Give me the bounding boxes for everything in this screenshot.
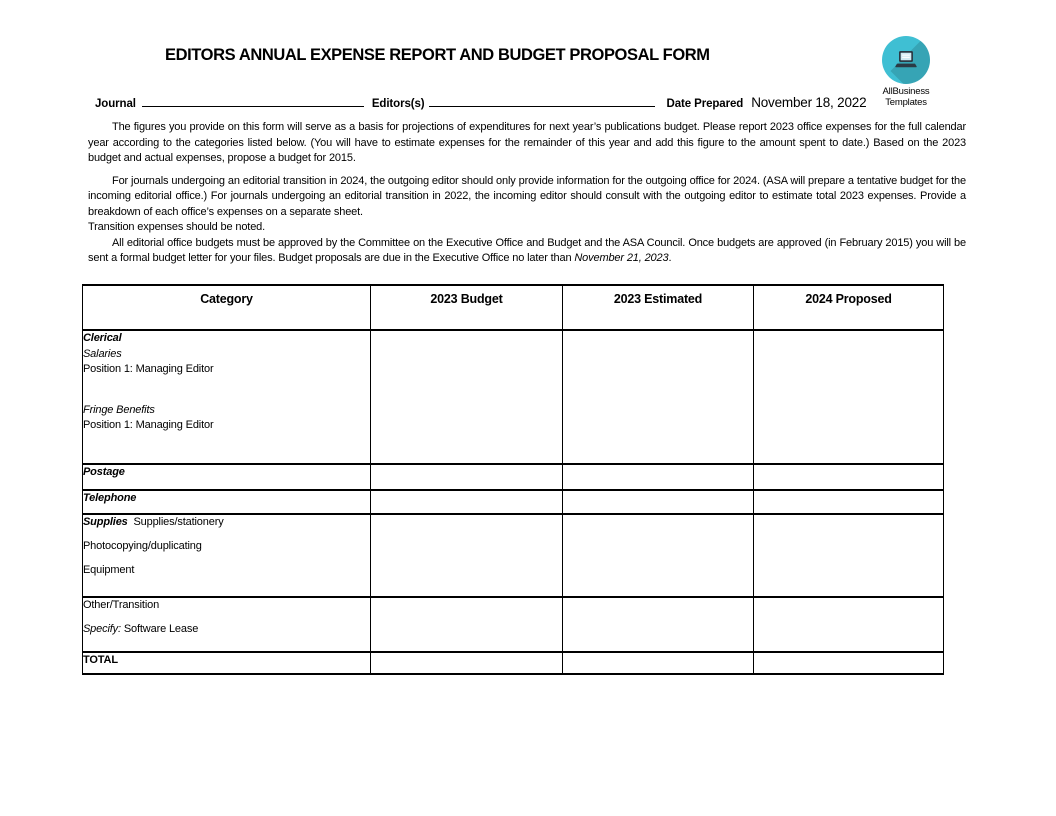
telephone-category-cell — [83, 490, 371, 514]
journal-blank-field[interactable] — [142, 94, 364, 107]
editors-label: Editors(s) — [371, 98, 425, 110]
clerical-fringe-label: Fringe Benefits — [83, 403, 155, 416]
spacer — [83, 378, 370, 403]
other-2023-estimated-cell[interactable] — [563, 597, 754, 652]
supplies-item-equipment: Equipment — [83, 564, 135, 576]
other-specify-label: Specify: — [83, 623, 121, 635]
telephone-2024-proposed-cell[interactable] — [754, 490, 944, 514]
supplies-title: Supplies — [83, 516, 128, 528]
postage-title: Postage — [83, 466, 125, 478]
clerical-2024-proposed-cell[interactable] — [754, 330, 944, 464]
other-title: Other/Transition — [83, 599, 160, 611]
clerical-fringe-position: Position 1: Managing Editor — [83, 419, 214, 431]
telephone-title: Telephone — [83, 492, 137, 504]
postage-category-cell — [83, 464, 371, 490]
page-title: EDITORS ANNUAL EXPENSE REPORT AND BUDGET PROPOSAL FORM — [165, 46, 710, 64]
instructions-paragraph-4 — [88, 236, 966, 267]
clerical-salaries-label: Salaries — [83, 347, 122, 360]
supplies-2023-budget-cell[interactable] — [371, 514, 563, 597]
table-header-row — [83, 285, 944, 330]
postage-2024-proposed-cell[interactable] — [754, 464, 944, 490]
logo-circle — [882, 36, 930, 84]
table-row-clerical — [83, 330, 944, 464]
journal-label: Journal — [95, 98, 136, 110]
date-prepared-label: Date Prepared — [666, 98, 744, 110]
telephone-2023-budget-cell[interactable] — [371, 490, 563, 514]
other-category-cell — [83, 597, 371, 652]
editors-blank-field[interactable] — [429, 94, 655, 107]
table-row-telephone — [83, 490, 944, 514]
instructions-paragraph-3: Transition expenses should be noted. — [88, 221, 266, 233]
clerical-2023-budget-cell[interactable] — [371, 330, 563, 464]
other-specify-value: Software Lease — [123, 623, 199, 635]
paragraph-4-period: . — [668, 252, 672, 264]
clerical-category-cell — [83, 330, 371, 464]
postage-2023-estimated-cell[interactable] — [563, 464, 754, 490]
instructions-block — [88, 120, 966, 267]
clerical-title: Clerical — [83, 332, 122, 344]
supplies-item-stationery: Supplies/stationery — [133, 516, 224, 528]
instructions-paragraph-2: For journals undergoing an editorial transition in 2024, the outgoing editor should only provide information for the outgoing office for 2024. (ASA will prepare a tentative budget for the incoming editorial office.) For journals undergoing an editorial transition in 2022, the incoming editor should consult with the outgoing editor to estimate total 2023 expenses. Provide a breakdown of each office’s expenses on a separate sheet. — [88, 174, 966, 218]
total-2024-proposed-cell[interactable] — [754, 652, 944, 674]
paragraph-4-text: All editorial office budgets must be approved by the Committee on the Executive Office and Budget and the ASA Council. Once budgets are approved (in February 2015) you will be sent a formal budget letter for your files. Budget proposals are due in the Executive Office no later than — [88, 236, 966, 264]
laptop-icon — [892, 48, 920, 72]
other-2024-proposed-cell[interactable] — [754, 597, 944, 652]
postage-2023-budget-cell[interactable] — [371, 464, 563, 490]
table-row-supplies — [83, 514, 944, 597]
total-2023-estimated-cell[interactable] — [563, 652, 754, 674]
header-2024-proposed: 2024 Proposed — [754, 285, 944, 330]
header-2023-estimated: 2023 Estimated — [563, 285, 754, 330]
clerical-salaries-position: Position 1: Managing Editor — [83, 363, 214, 375]
form-fields-row — [95, 94, 975, 110]
instructions-paragraph-1: The figures you provide on this form will serve as a basis for projections of expenditures for next year’s publications budget. Please report 2023 office expenses for the full calendar year according to the categories listed below. (You will have to estimate expenses for the remainder of this year and add this figure to the amount spent to date.) Based on the 2023 budget and actual expenses, propose a budget for 2015. — [88, 121, 966, 164]
total-category-cell — [83, 652, 371, 674]
deadline-date: November 21, 2023 — [574, 252, 669, 264]
supplies-2023-estimated-cell[interactable] — [563, 514, 754, 597]
header-category: Category — [83, 285, 371, 330]
logo-text-line1: AllBusiness — [882, 86, 930, 97]
header-2023-budget: 2023 Budget — [371, 285, 563, 330]
total-title: TOTAL — [83, 654, 118, 666]
supplies-2024-proposed-cell[interactable] — [754, 514, 944, 597]
budget-table — [82, 284, 944, 675]
clerical-2023-estimated-cell[interactable] — [563, 330, 754, 464]
supplies-category-cell — [83, 514, 371, 597]
telephone-2023-estimated-cell[interactable] — [563, 490, 754, 514]
logo-text-line2: Templates — [885, 97, 927, 108]
table-row-postage — [83, 464, 944, 490]
other-2023-budget-cell[interactable] — [371, 597, 563, 652]
table-row-total — [83, 652, 944, 674]
table-row-other-transition — [83, 597, 944, 652]
supplies-item-photocopying: Photocopying/duplicating — [83, 540, 202, 552]
total-2023-budget-cell[interactable] — [371, 652, 563, 674]
date-prepared-value: November 18, 2022 — [751, 95, 867, 110]
